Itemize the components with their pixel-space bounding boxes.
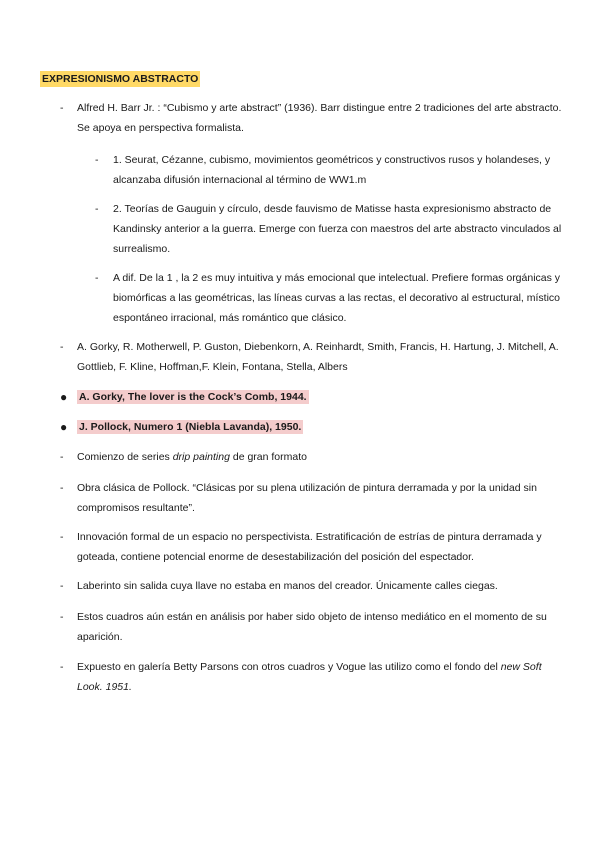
dash-marker: - [60,661,64,673]
italic-span: new Soft Look. 1951. [77,661,542,693]
list-item-highlighted [77,417,567,437]
list-item: Laberinto sin salida cuya llave no estaba en manos del creador. Únicamente calles ciegas. [77,580,498,592]
dash-marker: - [60,531,64,543]
list-item: A. Gorky, R. Motherwell, P. Guston, Diebenkorn, A. Reinhardt, Smith, Francis, H. Hartung, J. Mitchell, A. Gottlieb, F. Kline, Hoffman,F. Klein, Fontana, Stella, Albers [77,341,559,373]
dash-marker: - [60,611,64,623]
italic-span: drip painting [172,451,230,463]
text-span: Expuesto en galería Betty Parsons con otros cuadros y Vogue las utilizo como el fondo del [77,661,501,673]
list-item: Estos cuadros aún están en análisis por haber sido objeto de intenso mediático en el momento de su aparición. [77,611,547,643]
dash-marker: - [60,102,64,114]
sub-list-item: A dif. De la 1 , la 2 es muy intuitiva y más emocional que intelectual. Prefiere formas orgánicas y biomórficas a las geométricas, las líneas curvas a las rectas, el decorativo al estructural, místico espontáneo irracional, más romántico que clásico. [113,272,561,324]
dash-marker: - [95,272,99,284]
dash-marker: - [95,203,99,215]
highlighted-title: J. Pollock, Numero 1 (Niebla Lavanda), 1950. [79,421,302,433]
text-span: Comienzo de series [77,451,173,463]
list-item: Alfred H. Barr Jr. : “Cubismo y arte abstract” (1936). Barr distingue entre 2 tradiciones del arte abstracto. Se apoya en perspectiva formalista. [77,102,562,134]
sub-list-item: 2. Teorías de Gauguin y círculo, desde fauvismo de Matisse hasta expresionismo abstracto de Kandinsky anterior a la guerra. Emerge con fuerza con maestros del arte abstracto vinculados al surrealismo. [113,203,562,255]
list-item: Innovación formal de un espacio no perspectivista. Estratificación de estrías de pintura derramada y goteada, contiene potencial enorme de desestabilización del posición del espectador. [77,531,542,563]
dash-marker: - [60,341,64,353]
section-heading: EXPRESIONISMO ABSTRACTO [42,73,199,85]
bullet-marker: ● [60,390,68,404]
list-item: Obra clásica de Pollock. “Clásicas por su plena utilización de pintura derramada y por la unidad sin compromisos resultante”. [77,482,537,514]
dash-marker: - [60,580,64,592]
list-item [77,657,567,697]
list-item-highlighted [77,387,567,407]
sub-list-item: 1. Seurat, Cézanne, cubismo, movimientos geométricos y constructivos rusos y holandeses, y alcanzaba difusión internacional al término de WW1.m [113,154,551,186]
text-span: de gran formato [229,451,307,463]
list-item [77,447,567,467]
bullet-marker: ● [60,420,68,434]
highlighted-title: A. Gorky, The lover is the Cock’s Comb, 1944. [79,391,307,403]
dash-marker: - [60,482,64,494]
dash-marker: - [95,154,99,166]
dash-marker: - [60,451,64,463]
